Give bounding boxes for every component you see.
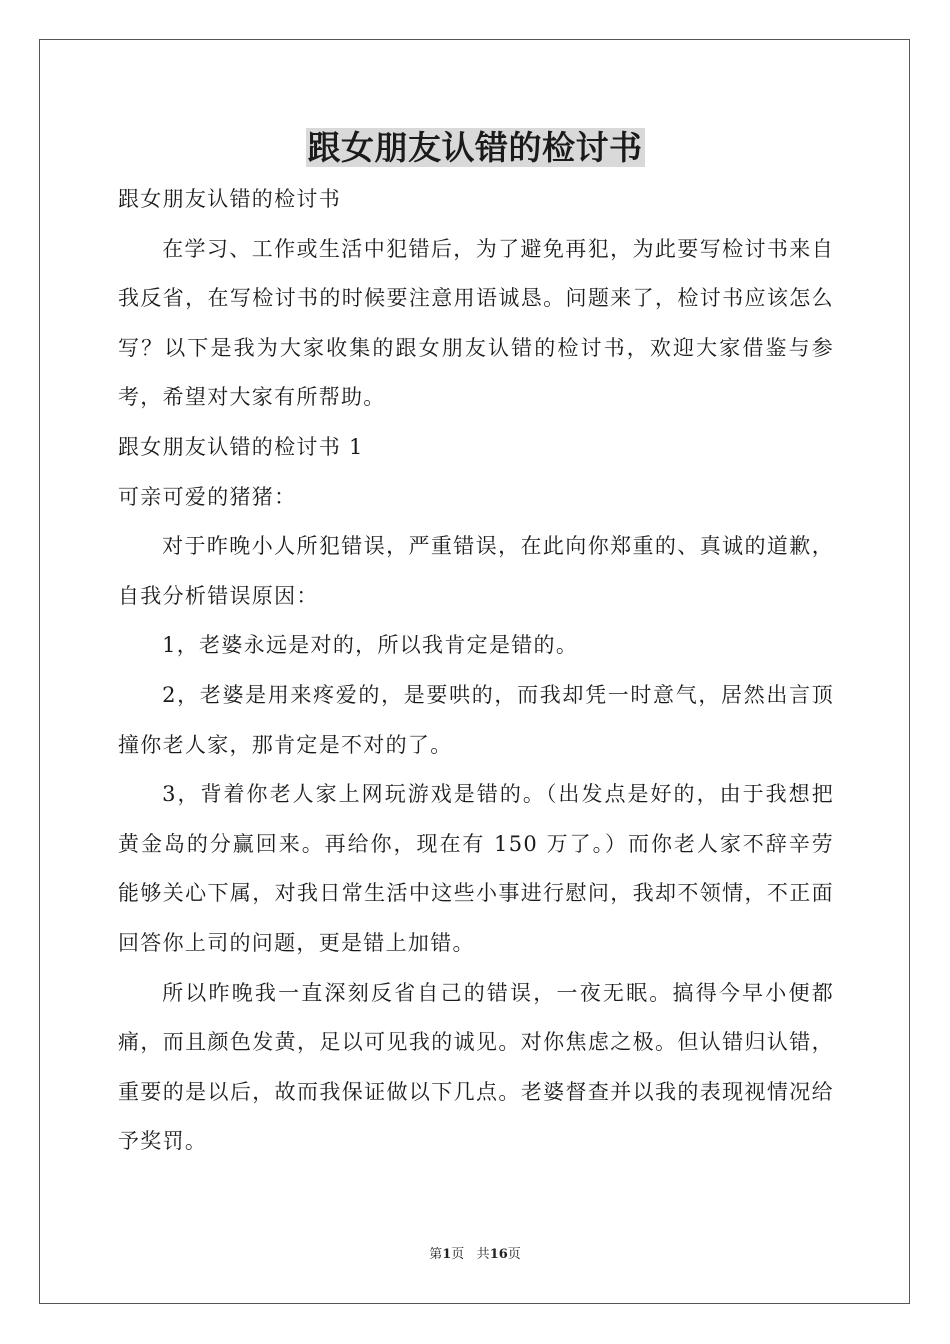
- document-body: [118, 175, 834, 1167]
- footer-page-number: 1: [442, 1247, 452, 1262]
- footer-page-suffix: 页: [451, 1247, 465, 1262]
- paragraph: 跟女朋友认错的检讨书 1: [118, 434, 364, 459]
- footer-total-suffix: 页: [507, 1247, 521, 1262]
- paragraph: 跟女朋友认错的检讨书: [118, 187, 341, 211]
- document-title-text: 跟女朋友认错的检讨书: [307, 128, 643, 167]
- paragraph: 所以昨晚我一直深刻反省自己的错误，一夜无眠。搞得今早小便都痛，而且颜色发黄，足以可见我的诚见。对你焦虑之极。但认错归认错，重要的是以后，故而我保证做以下几点。老婆督查并以我的表现视情况给予奖罚。: [118, 980, 834, 1154]
- paragraph: 2，老婆是用来疼爱的，是要哄的，而我却凭一时意气，居然出言顶撞你老人家，那肯定是不对的了。: [118, 682, 834, 757]
- footer-total-pages: 16: [489, 1247, 508, 1262]
- paragraph: 对于昨晚小人所犯错误，严重错误，在此向你郑重的、真诚的道歉，自我分析错误原因：: [118, 534, 834, 608]
- page-footer: [0, 1245, 950, 1265]
- document-title: [0, 124, 950, 172]
- footer-prefix: 第: [429, 1247, 443, 1262]
- paragraph: 可亲可爱的猪猪：: [118, 484, 297, 509]
- paragraph: 1，老婆永远是对的，所以我肯定是错的。: [162, 633, 579, 658]
- footer-total-prefix: 共: [476, 1247, 490, 1262]
- paragraph: 在学习、工作或生活中犯错后，为了避免再犯，为此要写检讨书来自我反省，在写检讨书的时候要注意用语诚恳。问题来了，检讨书应该怎么写？以下是我为大家收集的跟女朋友认错的检讨书，欢迎大家借鉴与参考，希望对大家有所帮助。: [118, 236, 834, 410]
- paragraph: 3，背着你老人家上网玩游戏是错的。（出发点是好的，由于我想把黄金岛的分赢回来。再给你，现在有 150 万了。）而你老人家不辞辛劳能够关心下属，对我日常生活中这些小事进行慰问，我却不领情，不正面回答你上司的问题，更是错上加错。: [118, 782, 834, 955]
